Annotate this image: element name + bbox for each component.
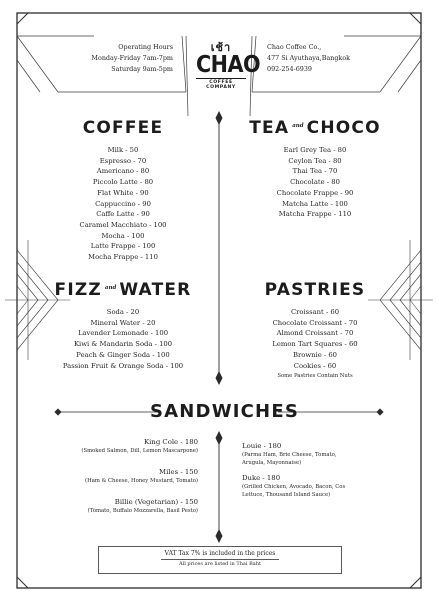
fizz-title <box>40 280 206 300</box>
tea-title-join: and <box>292 123 304 129</box>
coffee-title: COFFEE <box>82 118 164 138</box>
menu-item: Milk - 50 <box>107 146 139 154</box>
sandwich-miles <box>40 468 198 485</box>
menu-item: Cappuccino - 90 <box>95 199 151 208</box>
fizz-list <box>40 307 206 371</box>
sandwich-name: King Cole - 180 <box>144 438 198 446</box>
menu-item: Earl Grey Tea - 80 <box>283 146 347 154</box>
menu-item: Thai Tea - 70 <box>292 167 338 176</box>
logo-name: CHAO <box>196 52 261 78</box>
currency-note: All prices are listed in Thai Baht <box>179 561 261 567</box>
menu-item: Passion Fruit & Orange Soda - 100 <box>62 361 184 370</box>
logo-thai-text: เช้า <box>210 41 232 54</box>
fizz-title-a: FIZZ <box>54 280 102 300</box>
menu-item: Caramel Macchiato - 100 <box>79 220 167 229</box>
company-phone: 092-254-6939 <box>267 65 312 73</box>
sandwich-desc: (Grilled Chicken, Avocado, Bacon, Cos <box>242 484 346 490</box>
tea-list <box>232 145 398 220</box>
sandwich-duke <box>242 474 412 499</box>
sandwich-louie <box>242 442 412 467</box>
company-info <box>267 42 397 75</box>
fizz-title-b: WATER <box>119 280 192 300</box>
menu-item: Matcha Latte - 100 <box>282 199 348 208</box>
sandwich-desc: (Tomato, Buffalo Mozzarella, Basil Pesto) <box>87 508 198 514</box>
sandwich-name: Miles - 150 <box>159 468 198 476</box>
menu-item: Mineral Water - 20 <box>90 318 156 327</box>
menu-item: Caffe Latte - 90 <box>96 210 150 219</box>
logo-tagline: COFFEE COMPANY <box>196 78 246 90</box>
operating-hours <box>55 42 173 75</box>
sandwich-name: Duke - 180 <box>242 474 281 482</box>
hours-saturday: Saturday 9am-5pm <box>111 65 173 73</box>
sandwich-desc: (Smoked Salmon, Dill, Lemon Mascarpone) <box>81 448 198 454</box>
tea-title-a: TEA <box>249 118 290 138</box>
menu-item: Flat White - 90 <box>97 188 149 197</box>
menu-item: Almond Croissant - 70 <box>276 329 354 338</box>
footer-divider <box>161 559 279 560</box>
hours-title: Operating Hours <box>118 43 173 51</box>
menu-item: Lavender Lemonade - 100 <box>77 329 169 338</box>
pastries-title: PASTRIES <box>264 280 366 300</box>
sandwich-desc: (Ham & Cheese, Honey Mustard, Tomato) <box>85 478 198 484</box>
menu-item: Kiwi & Mandarin Soda - 100 <box>73 340 173 349</box>
price-footer <box>98 546 342 574</box>
sandwich-name: Louie - 180 <box>242 442 282 450</box>
sandwich-desc: Lettuce, Thousand Island Sauce) <box>242 492 331 498</box>
menu-item: Mocha Frappe - 110 <box>88 253 158 262</box>
chao-logo <box>196 34 261 102</box>
menu-item: Ceylon Tea - 80 <box>288 156 342 165</box>
menu-item: Brownie - 60 <box>293 350 337 359</box>
menu-item: Lemon Tart Squares - 60 <box>272 340 358 349</box>
vat-note: VAT Tax 7% is included in the prices <box>164 550 276 557</box>
sandwich-king-cole <box>40 438 198 455</box>
pastries-list <box>232 307 398 371</box>
sandwich-billie <box>40 498 198 515</box>
company-address: 477 Si Ayuthaya,Bangkok <box>267 54 351 62</box>
menu-item: Chocolate Frappe - 90 <box>276 188 354 197</box>
sandwiches-title: SANDWICHES <box>150 401 299 422</box>
menu-item: Chocolate Croissant - 70 <box>272 318 358 327</box>
menu-item: Soda - 20 <box>106 308 140 316</box>
menu-item: Piccolo Latte - 80 <box>92 178 154 187</box>
sandwich-name: Billie (Vegetarian) - 150 <box>114 498 198 506</box>
menu-item: Latte Frappe - 100 <box>90 242 156 251</box>
fizz-title-join: and <box>104 285 117 291</box>
menu-item: Croissant - 60 <box>290 308 340 316</box>
pastries-nut-note: Some Pastries Contain Nuts <box>277 373 353 379</box>
menu-item: Cookies - 60 <box>293 361 337 370</box>
menu-item: Espresso - 70 <box>99 156 147 165</box>
menu-item: Matcha Frappe - 110 <box>278 210 352 219</box>
menu-item: Mocha - 100 <box>101 231 145 240</box>
menu-item: Chocolate - 80 <box>290 178 340 187</box>
sandwich-desc: Arugula, Mayonnaise) <box>242 460 302 466</box>
menu-item: Peach & Ginger Soda - 100 <box>76 350 170 359</box>
coffee-list <box>40 145 206 263</box>
menu-item: Americano - 80 <box>96 167 150 176</box>
company-name: Chao Coffee Co., <box>267 43 322 51</box>
tea-title-b: CHOCO <box>306 118 381 138</box>
tea-title <box>232 118 398 138</box>
sandwich-desc: (Parma Ham, Brie Cheese, Tomato, <box>242 452 337 458</box>
hours-weekday: Monday-Friday 7am-7pm <box>91 54 173 62</box>
